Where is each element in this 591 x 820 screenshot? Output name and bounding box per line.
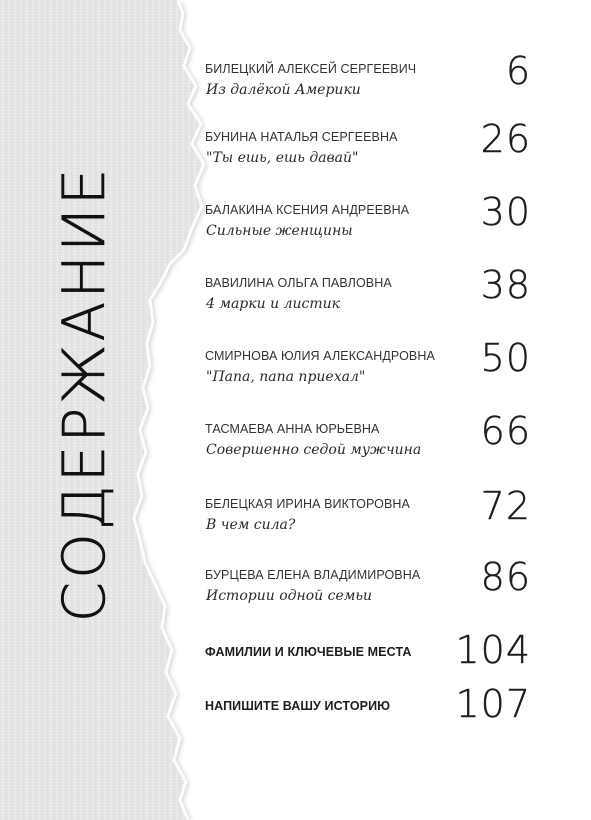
- toc-entry[interactable]: [205, 555, 535, 618]
- entry-author: БАЛАКИНА КСЕНИЯ АНДРЕЕВНА: [205, 203, 410, 217]
- entry-author: БЕЛЕЦКАЯ ИРИНА ВИКТОРОВНА: [205, 497, 410, 511]
- toc-entry[interactable]: [205, 49, 535, 112]
- toc-entry[interactable]: [205, 484, 535, 547]
- toc-entry[interactable]: [205, 336, 535, 399]
- entry-author: БУНИНА НАТАЛЬЯ СЕРГЕЕВНА: [205, 130, 398, 144]
- toc-extra-entry[interactable]: [205, 682, 535, 747]
- entry-page-number: 38: [480, 263, 531, 307]
- entry-page-number: 86: [480, 555, 531, 599]
- entry-author: СМИРНОВА ЮЛИЯ АЛЕКСАНДРОВНА: [205, 349, 435, 363]
- extra-label: ФАМИЛИИ И КЛЮЧЕВЫЕ МЕСТА: [205, 645, 412, 659]
- toc-entry[interactable]: [205, 190, 535, 253]
- entry-author: ТАСМАЕВА АННА ЮРЬЕВНА: [205, 422, 380, 436]
- entry-title: Совершенно седой мужчина: [206, 442, 422, 458]
- page-heading: СОДЕРЖАНИЕ: [50, 165, 118, 623]
- entry-author: БИЛЕЦКИЙ АЛЕКСЕЙ СЕРГЕЕВИЧ: [205, 62, 417, 76]
- entry-title: "Папа, папа приехал": [206, 369, 366, 385]
- entry-page-number: 6: [505, 49, 531, 93]
- toc-entry[interactable]: [205, 117, 535, 180]
- entry-page-number: 30: [480, 190, 531, 234]
- extra-page-number: 107: [455, 682, 531, 726]
- extra-page-number: 104: [455, 628, 531, 672]
- entry-title: "Ты ешь, ешь давай": [206, 150, 359, 166]
- extra-label: НАПИШИТЕ ВАШУ ИСТОРИЮ: [205, 699, 391, 713]
- entry-title: Сильные женщины: [206, 223, 353, 239]
- entry-title: Истории одной семьи: [206, 588, 372, 604]
- entry-page-number: 72: [480, 484, 531, 528]
- entry-title: Из далёкой Америки: [206, 82, 361, 98]
- entry-title: 4 марки и листик: [206, 296, 340, 312]
- entry-author: БУРЦЕВА ЕЛЕНА ВЛАДИМИРОВНА: [205, 568, 421, 582]
- entry-author: ВАВИЛИНА ОЛЬГА ПАВЛОВНА: [205, 276, 392, 290]
- entry-page-number: 26: [480, 117, 531, 161]
- entry-page-number: 50: [480, 336, 531, 380]
- entry-title: В чем сила?: [206, 517, 296, 533]
- toc-entry[interactable]: [205, 263, 535, 326]
- entry-page-number: 66: [480, 409, 531, 453]
- toc-entry[interactable]: [205, 409, 535, 472]
